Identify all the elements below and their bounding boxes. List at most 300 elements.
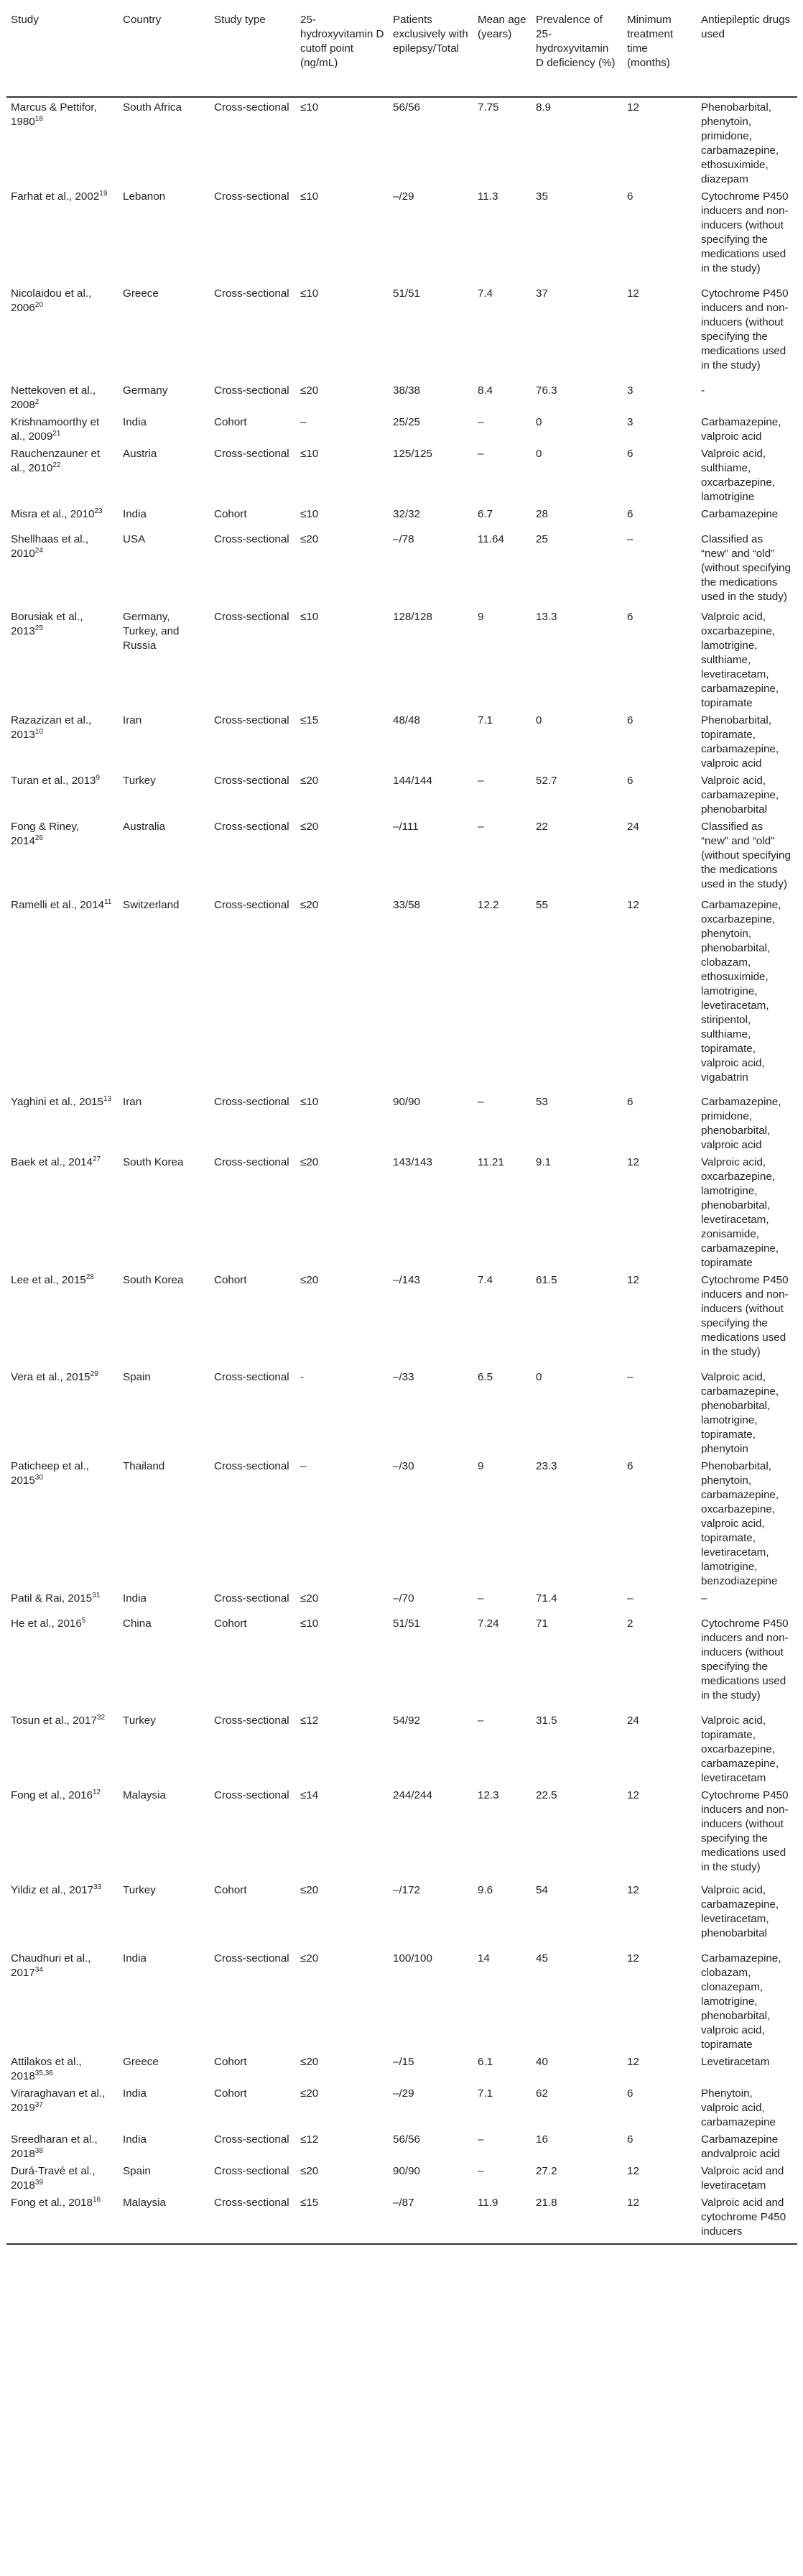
cell-cutoff	[296, 1589, 389, 1614]
cell-treatment-time	[623, 284, 697, 381]
cell-country	[119, 97, 210, 187]
cell-country-text: Greece	[123, 2056, 159, 2068]
cell-study-type-text: Cohort	[214, 416, 247, 428]
cell-study-type	[210, 2084, 296, 2130]
cell-treatment-time-text: 12	[627, 1884, 639, 1896]
cell-cutoff	[296, 1367, 389, 1456]
cell-country-text: South Korea	[123, 1156, 184, 1168]
cell-drugs-text: Carbamazepine, clobazam, clonazepam, lamotrigine, phenobarbital, valproic acid, topiramate	[701, 1952, 781, 2051]
cell-drugs	[697, 817, 797, 895]
cell-study-type	[210, 2161, 296, 2193]
cell-treatment-time	[623, 1153, 697, 1270]
cell-prevalence-text: 71	[536, 1617, 548, 1630]
cell-drugs-text: Carbamazepine, valproic acid	[701, 416, 781, 443]
table-row	[6, 530, 797, 607]
cell-drugs-text: Valproic acid and levetiracetam	[701, 2165, 784, 2192]
cell-study-type-text: Cross-sectional	[214, 1096, 289, 1108]
cell-treatment-time-text: 12	[627, 1274, 639, 1286]
cell-study-text: Chaudhuri et al., 2017	[11, 1952, 91, 1979]
cell-country	[119, 711, 210, 771]
cell-treatment-time	[623, 530, 697, 607]
reference-number: 22	[52, 461, 61, 469]
cell-study-text: Krishnamoorthy et al., 2009	[11, 416, 100, 443]
cell-treatment-time-text: 12	[627, 1156, 639, 1168]
cell-study	[6, 771, 119, 817]
table-row	[6, 1153, 797, 1270]
cell-prevalence	[532, 1367, 623, 1456]
cell-country-text: Austria	[123, 448, 157, 460]
cell-mean-age	[473, 1949, 532, 2052]
cell-country	[119, 530, 210, 607]
cell-patients-text: 38/38	[393, 384, 421, 397]
cell-patients	[389, 530, 473, 607]
cell-cutoff-text: ≤15	[300, 2197, 319, 2209]
cell-prevalence-text: 45	[536, 1952, 548, 1965]
cell-treatment-time-text: 3	[627, 384, 633, 397]
cell-prevalence	[532, 2084, 623, 2130]
cell-study-type-text: Cohort	[214, 1274, 247, 1286]
cell-patients-text: 32/32	[393, 508, 421, 520]
cell-study-type	[210, 771, 296, 817]
cell-country	[119, 504, 210, 530]
cell-cutoff	[296, 1614, 389, 1711]
cell-treatment-time	[623, 1711, 697, 1786]
table-row	[6, 1711, 797, 1786]
cell-country-text: Spain	[123, 2165, 151, 2177]
cell-treatment-time	[623, 1589, 697, 1614]
cell-study-text: Fong et al., 2018	[11, 2197, 93, 2209]
cell-treatment-time	[623, 1092, 697, 1153]
cell-patients-text: –/15	[393, 2056, 414, 2068]
cell-mean-age	[473, 530, 532, 607]
cell-patients-text: –/29	[393, 2087, 414, 2100]
cell-cutoff	[296, 284, 389, 381]
cell-drugs-text: –	[701, 1592, 707, 1605]
cell-country-text: Turkey	[123, 1714, 156, 1727]
cell-cutoff-text: ≤10	[300, 101, 319, 114]
cell-country	[119, 1711, 210, 1786]
cell-study-text: Nicolaidou et al., 2006	[11, 287, 92, 314]
cell-study-type-text: Cross-sectional	[214, 533, 289, 545]
cell-drugs	[697, 504, 797, 530]
cell-prevalence-text: 22.5	[536, 1789, 557, 1801]
cell-treatment-time	[623, 1949, 697, 2052]
cell-cutoff	[296, 895, 389, 1092]
cell-patients-text: 48/48	[393, 714, 421, 726]
reference-number: 26	[34, 834, 43, 842]
studies-table	[6, 6, 797, 2245]
cell-country	[119, 2130, 210, 2161]
cell-study-type	[210, 1092, 296, 1153]
cell-mean-age-text: 12.3	[478, 1789, 499, 1801]
cell-mean-age-text: 7.1	[478, 714, 493, 726]
cell-patients	[389, 607, 473, 711]
cell-treatment-time	[623, 1786, 697, 1880]
cell-mean-age	[473, 1092, 532, 1153]
cell-mean-age-text: 11.3	[478, 190, 498, 203]
cell-mean-age-text: 9	[478, 611, 484, 623]
cell-treatment-time-text: 6	[627, 775, 633, 787]
cell-patients	[389, 284, 473, 381]
cell-country	[119, 1880, 210, 1949]
cell-study-type-text: Cross-sectional	[214, 101, 289, 114]
cell-patients-text: 144/144	[393, 775, 432, 787]
cell-treatment-time-text: 2	[627, 1617, 633, 1630]
cell-mean-age-text: 9.6	[478, 1884, 493, 1896]
cell-treatment-time	[623, 1270, 697, 1367]
cell-cutoff-text: ≤20	[300, 1952, 319, 1965]
cell-country	[119, 412, 210, 444]
cell-study-type-text: Cross-sectional	[214, 1789, 289, 1801]
cell-prevalence	[532, 412, 623, 444]
cell-mean-age	[473, 771, 532, 817]
cell-study-text: Razazizan et al., 2013	[11, 714, 92, 741]
cell-cutoff	[296, 2084, 389, 2130]
reference-number: 35,36	[34, 2069, 53, 2077]
cell-treatment-time-text: –	[627, 533, 633, 545]
cell-study-text: Patil & Rai, 2015	[11, 1592, 93, 1605]
cell-cutoff-text: ≤20	[300, 384, 319, 397]
cell-country	[119, 2052, 210, 2084]
cell-study	[6, 504, 119, 530]
table-row	[6, 284, 797, 381]
cell-treatment-time	[623, 1880, 697, 1949]
reference-number: 19	[99, 189, 108, 198]
cell-patients	[389, 412, 473, 444]
cell-study-type-text: Cross-sectional	[214, 1371, 289, 1383]
cell-country-text: Turkey	[123, 775, 156, 787]
reference-number: 25	[34, 624, 43, 632]
cell-cutoff-text: ≤20	[300, 1156, 319, 1168]
cell-country-text: India	[123, 416, 147, 428]
cell-drugs	[697, 771, 797, 817]
reference-number: 28	[85, 1273, 94, 1281]
cell-prevalence-text: 35	[536, 190, 548, 203]
reference-number: 10	[34, 727, 43, 736]
cell-treatment-time-text: 12	[627, 1789, 639, 1801]
cell-mean-age-text: –	[478, 448, 484, 460]
cell-prevalence-text: 71.4	[536, 1592, 557, 1605]
cell-prevalence	[532, 444, 623, 504]
table-row	[6, 1589, 797, 1614]
cell-treatment-time-text: 12	[627, 2056, 639, 2068]
cell-drugs	[697, 381, 797, 412]
cell-mean-age-text: 11.9	[478, 2197, 498, 2209]
cell-drugs	[697, 2084, 797, 2130]
cell-country	[119, 895, 210, 1092]
cell-prevalence	[532, 1711, 623, 1786]
cell-study-type	[210, 1367, 296, 1456]
cell-study	[6, 607, 119, 711]
cell-mean-age-text: 11.64	[478, 533, 504, 545]
cell-prevalence	[532, 771, 623, 817]
cell-prevalence	[532, 711, 623, 771]
cell-prevalence	[532, 895, 623, 1092]
cell-study-type-text: Cross-sectional	[214, 2165, 289, 2177]
cell-study-type	[210, 2130, 296, 2161]
cell-patients	[389, 1949, 473, 2052]
cell-prevalence-text: 9.1	[536, 1156, 552, 1168]
cell-patients-text: 125/125	[393, 448, 432, 460]
cell-patients-text: 244/244	[393, 1789, 432, 1801]
cell-drugs	[697, 284, 797, 381]
cell-study-type	[210, 1456, 296, 1589]
cell-cutoff-text: ≤20	[300, 2056, 319, 2068]
cell-mean-age	[473, 1153, 532, 1270]
cell-patients-text: 33/58	[393, 899, 421, 911]
cell-mean-age-text: –	[478, 775, 484, 787]
cell-study-type	[210, 1270, 296, 1367]
cell-study-type-text: Cross-sectional	[214, 1460, 289, 1472]
cell-country-text: Switzerland	[123, 899, 180, 911]
cell-country-text: Spain	[123, 1371, 151, 1383]
cell-mean-age	[473, 607, 532, 711]
cell-country	[119, 1786, 210, 1880]
cell-patients	[389, 1786, 473, 1880]
cell-country-text: Thailand	[123, 1460, 165, 1472]
cell-mean-age-text: 14	[478, 1952, 490, 1965]
table-row	[6, 1786, 797, 1880]
cell-prevalence-text: 31.5	[536, 1714, 557, 1727]
cell-study-text: Marcus & Pettifor, 1980	[11, 101, 97, 128]
cell-country-text: India	[123, 1952, 147, 1965]
cell-treatment-time	[623, 2193, 697, 2244]
cell-prevalence-text: 0	[536, 1371, 542, 1383]
cell-mean-age	[473, 1270, 532, 1367]
cell-patients-text: –/111	[393, 821, 419, 833]
cell-treatment-time-text: 6	[627, 1096, 633, 1108]
cell-treatment-time	[623, 97, 697, 187]
cell-study-text: Tosun et al., 2017	[11, 1714, 97, 1727]
cell-treatment-time	[623, 1614, 697, 1711]
cell-cutoff-text: ≤20	[300, 533, 319, 545]
cell-prevalence-text: 21.8	[536, 2197, 557, 2209]
col-header-country: Country	[119, 6, 210, 97]
col-header-study-type: Study type	[210, 6, 296, 97]
cell-drugs-text: Valproic acid, oxcarbazepine, lamotrigine, phenobarbital, levetiracetam, zonisamide, carbamazepine, topiramate	[701, 1156, 779, 1269]
cell-drugs	[697, 1711, 797, 1786]
cell-country	[119, 817, 210, 895]
cell-study	[6, 1270, 119, 1367]
cell-treatment-time-text: 6	[627, 448, 633, 460]
cell-prevalence	[532, 1786, 623, 1880]
cell-treatment-time-text: 12	[627, 287, 639, 300]
cell-drugs	[697, 2193, 797, 2244]
cell-prevalence-text: 23.3	[536, 1460, 557, 1472]
cell-patients	[389, 771, 473, 817]
table-row	[6, 771, 797, 817]
cell-study-type-text: Cross-sectional	[214, 2133, 289, 2146]
cell-drugs	[697, 2052, 797, 2084]
table-row	[6, 1456, 797, 1589]
cell-treatment-time	[623, 444, 697, 504]
cell-study-text: Nettekoven et al., 2008	[11, 384, 96, 411]
cell-prevalence-text: 0	[536, 416, 542, 428]
cell-country-text: Malaysia	[123, 2197, 166, 2209]
col-header-study: Study	[6, 6, 119, 97]
cell-treatment-time	[623, 771, 697, 817]
cell-drugs	[697, 607, 797, 711]
cell-drugs-text: Phenobarbital, phenytoin, carbamazepine, oxcarbazepine, valproic acid, topiramate, levetiracetam, lamotrigine, benzodiazepine	[701, 1460, 779, 1587]
cell-mean-age	[473, 2130, 532, 2161]
cell-country	[119, 1589, 210, 1614]
cell-cutoff	[296, 412, 389, 444]
cell-treatment-time	[623, 607, 697, 711]
cell-study	[6, 1711, 119, 1786]
cell-country	[119, 1456, 210, 1589]
cell-study-type	[210, 1589, 296, 1614]
cell-treatment-time-text: 12	[627, 899, 639, 911]
cell-treatment-time	[623, 1367, 697, 1456]
cell-mean-age	[473, 1589, 532, 1614]
cell-mean-age-text: –	[478, 821, 484, 833]
cell-mean-age	[473, 2161, 532, 2193]
cell-treatment-time-text: 6	[627, 508, 633, 520]
cell-treatment-time	[623, 2052, 697, 2084]
cell-cutoff	[296, 1153, 389, 1270]
cell-drugs-text: Valproic acid, topiramate, oxcarbazepine, carbamazepine, levetiracetam	[701, 1714, 779, 1784]
cell-prevalence-text: 28	[536, 508, 548, 520]
cell-patients-text: 100/100	[393, 1952, 432, 1965]
cell-prevalence	[532, 2052, 623, 2084]
cell-patients-text: 143/143	[393, 1156, 432, 1168]
cell-country-text: China	[123, 1617, 152, 1630]
cell-cutoff-text: ≤20	[300, 775, 319, 787]
cell-country	[119, 1614, 210, 1711]
cell-study-type	[210, 187, 296, 284]
cell-country-text: Iran	[123, 714, 142, 726]
cell-mean-age	[473, 817, 532, 895]
cell-study-type-text: Cross-sectional	[214, 190, 289, 203]
cell-patients	[389, 1456, 473, 1589]
cell-prevalence-text: 62	[536, 2087, 548, 2100]
cell-drugs-text: Carbamazepine, oxcarbazepine, phenytoin, phenobarbital, clobazam, ethosuximide, lamotrigine, levetiracetam, stiripentol, sulthiame, topiramate, valproic acid, vigabatrin	[701, 899, 781, 1084]
cell-study-type-text: Cross-sectional	[214, 899, 289, 911]
cell-patients	[389, 2130, 473, 2161]
cell-mean-age-text: –	[478, 1096, 484, 1108]
cell-mean-age	[473, 1711, 532, 1786]
cell-mean-age-text: 6.1	[478, 2056, 493, 2068]
cell-study	[6, 412, 119, 444]
cell-study-type-text: Cross-sectional	[214, 2197, 289, 2209]
table-row	[6, 1880, 797, 1949]
cell-study	[6, 1786, 119, 1880]
cell-prevalence-text: 16	[536, 2133, 548, 2146]
cell-prevalence-text: 53	[536, 1096, 548, 1108]
cell-study-text: Attilakos et al., 2018	[11, 2056, 82, 2082]
reference-number: 21	[52, 429, 61, 438]
cell-patients-text: –/70	[393, 1592, 414, 1605]
cell-country	[119, 1153, 210, 1270]
cell-study-type-text: Cross-sectional	[214, 821, 289, 833]
reference-number: 16	[93, 2195, 101, 2204]
table-row	[6, 1367, 797, 1456]
cell-country	[119, 607, 210, 711]
cell-patients-text: –/172	[393, 1884, 421, 1896]
cell-drugs-text: Classified as “new” and “old” (without specifying the medications used in the study)	[701, 533, 791, 603]
reference-number: 38	[34, 2146, 43, 2155]
cell-patients	[389, 1367, 473, 1456]
cell-drugs-text: Cytochrome P450 inducers and non-inducers (without specifying the medications used in the study)	[701, 1789, 789, 1873]
cell-patients-text: –/143	[393, 1274, 421, 1286]
cell-mean-age	[473, 284, 532, 381]
cell-cutoff-text: ≤10	[300, 287, 319, 300]
cell-country	[119, 1949, 210, 2052]
cell-drugs	[697, 1880, 797, 1949]
cell-prevalence-text: 37	[536, 287, 548, 300]
cell-patients	[389, 2052, 473, 2084]
cell-mean-age-text: –	[478, 416, 484, 428]
cell-patients	[389, 1153, 473, 1270]
cell-drugs-text: Valproic acid and cytochrome P450 inducers	[701, 2197, 786, 2238]
cell-treatment-time-text: 24	[627, 821, 639, 833]
cell-study-type-text: Cohort	[214, 2056, 247, 2068]
cell-study-text: Fong & Riney, 2014	[11, 821, 80, 847]
cell-drugs	[697, 1949, 797, 2052]
reference-number: 30	[34, 1473, 43, 1482]
cell-study-type-text: Cross-sectional	[214, 1714, 289, 1727]
cell-patients	[389, 504, 473, 530]
cell-patients	[389, 2193, 473, 2244]
cell-study-type	[210, 607, 296, 711]
cell-treatment-time-text: 24	[627, 1714, 639, 1727]
table-row	[6, 97, 797, 187]
cell-treatment-time-text: 12	[627, 2165, 639, 2177]
reference-number: 5	[81, 1616, 86, 1625]
cell-study-text: Paticheep et al., 2015	[11, 1460, 89, 1487]
cell-cutoff	[296, 97, 389, 187]
cell-drugs	[697, 97, 797, 187]
cell-country	[119, 1092, 210, 1153]
cell-country-text: India	[123, 2133, 147, 2146]
cell-country-text: India	[123, 2087, 147, 2100]
cell-drugs-text: Valproic acid, sulthiame, oxcarbazepine, lamotrigine	[701, 448, 776, 503]
cell-study	[6, 530, 119, 607]
cell-cutoff-text: ≤10	[300, 448, 319, 460]
cell-mean-age-text: 6.5	[478, 1371, 493, 1383]
cell-study	[6, 444, 119, 504]
cell-drugs	[697, 444, 797, 504]
cell-prevalence-text: 55	[536, 899, 548, 911]
cell-study-text: Borusiak et al., 2013	[11, 611, 83, 637]
cell-patients	[389, 817, 473, 895]
cell-mean-age	[473, 895, 532, 1092]
cell-study-type	[210, 1949, 296, 2052]
cell-prevalence	[532, 607, 623, 711]
cell-patients	[389, 2161, 473, 2193]
cell-study-type	[210, 1711, 296, 1786]
cell-cutoff	[296, 2052, 389, 2084]
cell-mean-age-text: –	[478, 1592, 484, 1605]
cell-drugs-text: Levetiracetam	[701, 2056, 770, 2068]
cell-patients-text: 90/90	[393, 2165, 421, 2177]
cell-drugs-text: Valproic acid, carbamazepine, phenobarbital, lamotrigine, topiramate, phenytoin	[701, 1371, 779, 1455]
reference-number: 11	[104, 897, 112, 906]
cell-patients-text: –/30	[393, 1460, 414, 1472]
cell-cutoff	[296, 530, 389, 607]
cell-country	[119, 187, 210, 284]
cell-study	[6, 2052, 119, 2084]
cell-prevalence	[532, 1456, 623, 1589]
cell-drugs-text: Carbamazepine, primidone, phenobarbital, valproic acid	[701, 1096, 781, 1151]
table-row	[6, 2084, 797, 2130]
cell-cutoff	[296, 1456, 389, 1589]
cell-cutoff-text: ≤10	[300, 1617, 319, 1630]
cell-study-text: Ramelli et al., 2014	[11, 899, 105, 911]
cell-study-text: Rauchenzauner et al., 2010	[11, 448, 101, 474]
reference-number: 32	[96, 1713, 106, 1722]
cell-treatment-time-text: 6	[627, 1460, 633, 1472]
